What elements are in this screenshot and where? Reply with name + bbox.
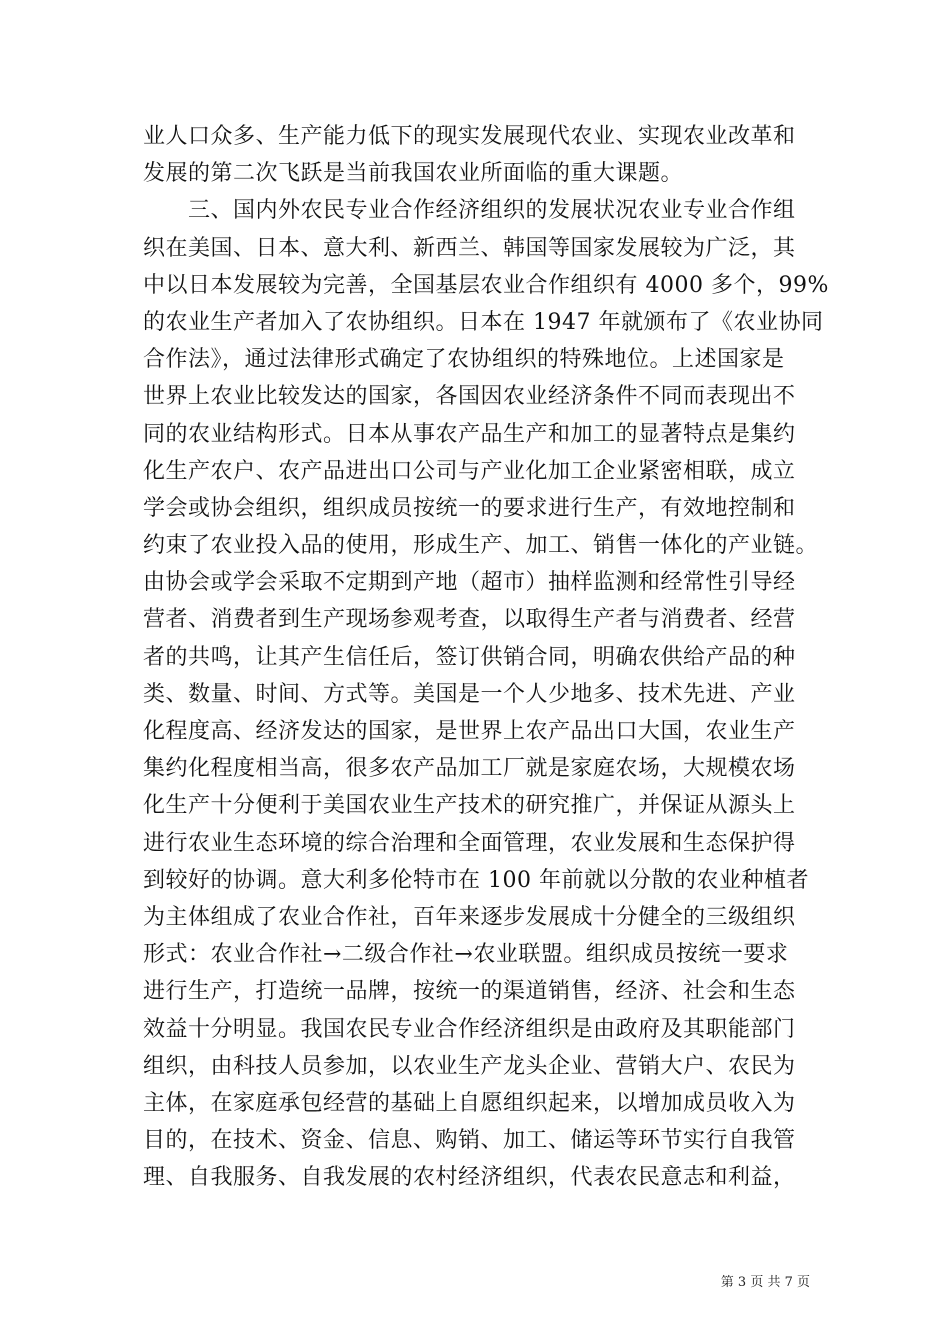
text-line: 形式：农业合作社→二级合作社→农业联盟。组织成员按统一要求: [143, 942, 789, 968]
text-line: 合作法》，通过法律形式确定了农协组织的特殊地位。上述国家是: [143, 347, 785, 373]
page-number-footer: 第 3 页 共 7 页: [720, 1275, 810, 1290]
body-text: [143, 118, 829, 1196]
text-line: 理、自我服务、自我发展的农村经济组织，代表农民意志和利益，: [143, 1165, 796, 1191]
text-line: 目的，在技术、资金、信息、购销、加工、储运等环节实行自我管: [143, 1128, 796, 1154]
text-line: 中以日本发展较为完善，全国基层农业合作组织有 4000 多个，99%: [143, 272, 829, 298]
text-line: 同的农业结构形式。日本从事农产品生产和加工的显著特点是集约: [143, 421, 796, 447]
text-line: 主体，在家庭承包经营的基础上自愿组织起来，以增加成员收入为: [143, 1090, 796, 1116]
text-line: 三、国内外农民专业合作经济组织的发展状况农业专业合作组: [143, 198, 796, 224]
text-line: 为主体组成了农业合作社，百年来逐步发展成十分健全的三级组织: [143, 904, 796, 930]
text-line: 类、数量、时间、方式等。美国是一个人少地多、技术先进、产业: [143, 681, 796, 707]
text-line: 发展的第二次飞跃是当前我国农业所面临的重大课题。: [143, 161, 684, 187]
text-line: 学会或协会组织，组织成员按统一的要求进行生产，有效地控制和: [143, 495, 796, 521]
text-line: 世界上农业比较发达的国家，各国因农业经济条件不同而表现出不: [143, 384, 796, 410]
text-line: 化生产农户、农产品进出口公司与产业化加工企业紧密相联，成立: [143, 458, 796, 484]
text-line: 约束了农业投入品的使用，形成生产、加工、销售一体化的产业链。: [143, 533, 819, 559]
text-line: 组织，由科技人员参加，以农业生产龙头企业、营销大户、农民为: [143, 1053, 796, 1079]
text-line: 营者、消费者到生产现场参观考查，以取得生产者与消费者、经营: [143, 607, 796, 633]
text-line: 者的共鸣，让其产生信任后，签订供销合同，明确农供给产品的种: [143, 644, 796, 670]
text-line: 进行生产，打造统一品牌，按统一的渠道销售，经济、社会和生态: [143, 979, 796, 1005]
text-line: 化程度高、经济发达的国家，是世界上农产品出口大国，农业生产: [143, 719, 796, 744]
text-line: 业人口众多、生产能力低下的现实发展现代农业、实现农业改革和: [143, 124, 796, 149]
text-line: 由协会或学会采取不定期到产地（超市）抽样监测和经常性引导经: [143, 570, 796, 596]
text-line: 到较好的协调。意大利多伦特市在 100 年前就以分散的农业种植者: [143, 867, 809, 893]
text-line: 进行农业生态环境的综合治理和全面管理，农业发展和生态保护得: [143, 830, 796, 856]
text-line: 效益十分明显。我国农民专业合作经济组织是由政府及其职能部门: [143, 1016, 796, 1042]
text-line: 集约化程度相当高，很多农产品加工厂就是家庭农场，大规模农场: [143, 756, 796, 782]
text-line: 化生产十分便利于美国农业生产技术的研究推广，并保证从源头上: [143, 793, 796, 819]
text-line: 的农业生产者加入了农协组织。日本在 1947 年就颁布了《农业协同: [143, 309, 824, 335]
text-line: 织在美国、日本、意大利、新西兰、韩国等国家发展较为广泛，其: [143, 235, 796, 261]
